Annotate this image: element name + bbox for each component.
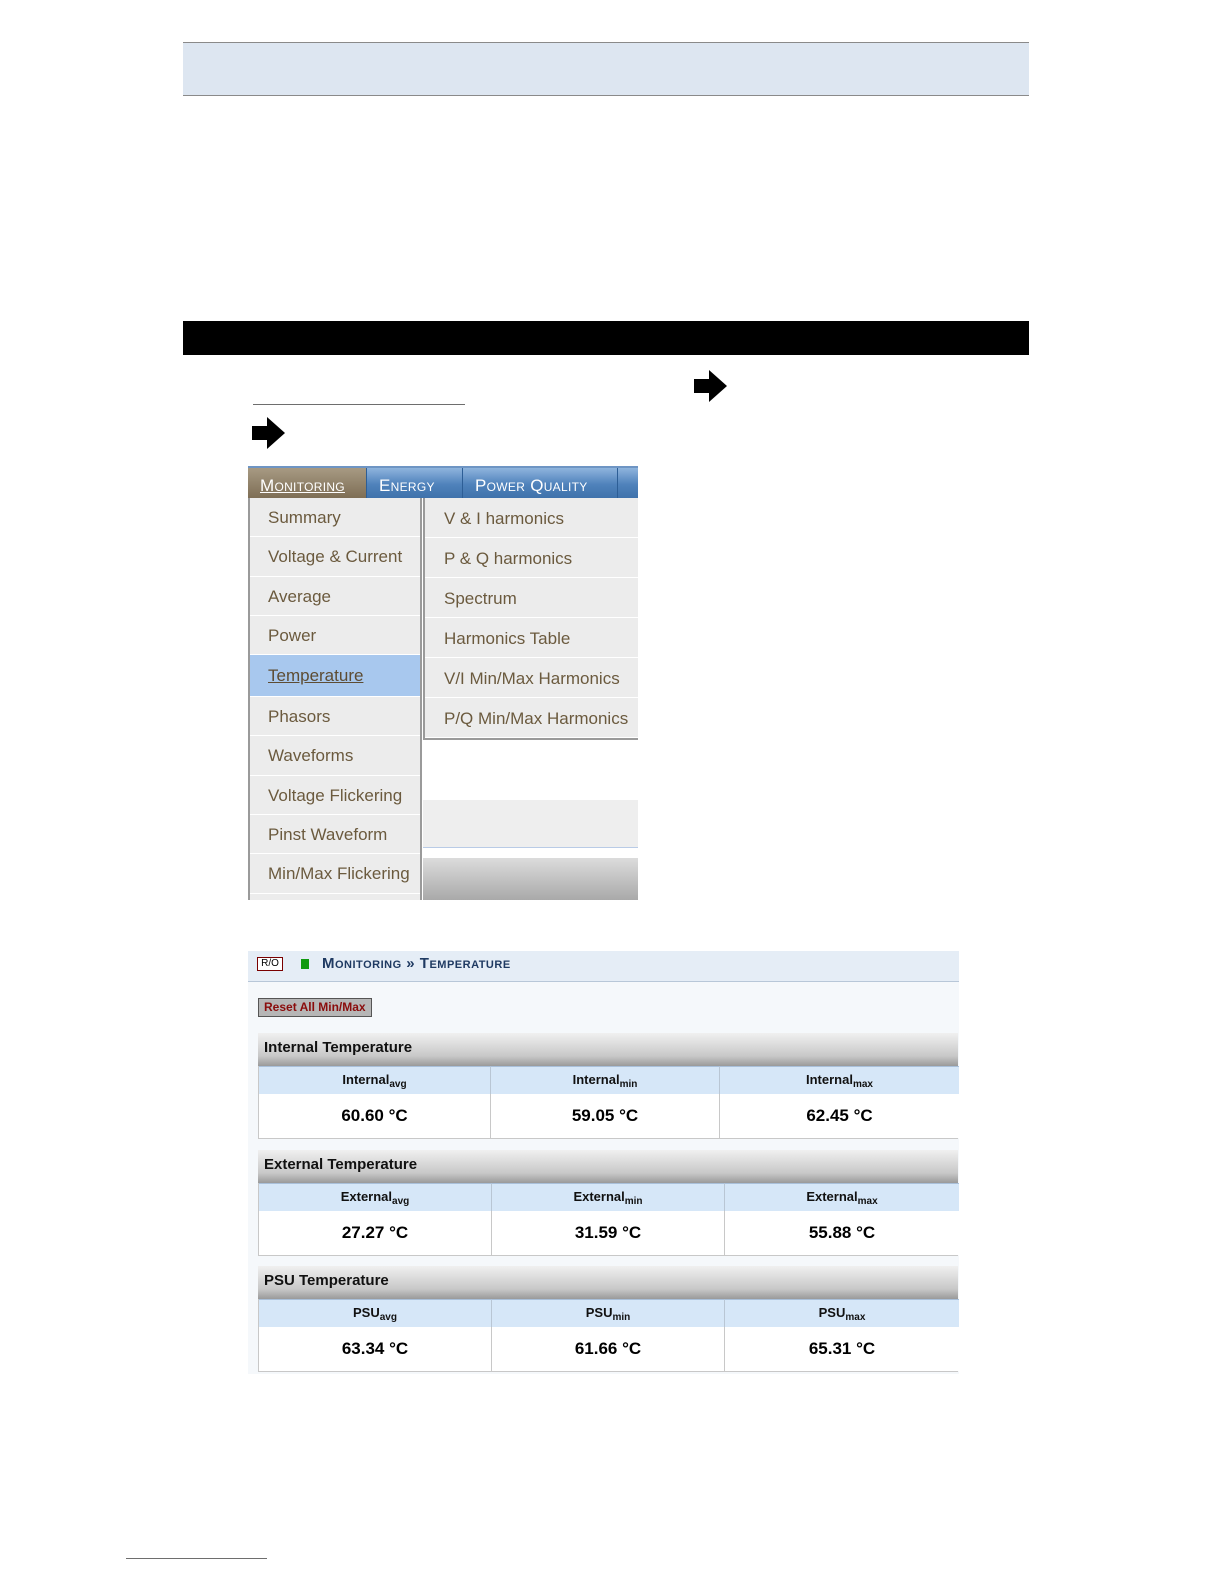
value-avg: 27.27 °C [259, 1211, 492, 1255]
column-header-min: $PSU_{min}$ [492, 1299, 725, 1327]
menu-item-voltage-current[interactable]: Voltage & Current [250, 537, 420, 576]
section-heading-bar [183, 321, 1029, 355]
value-min: 31.59 °C [492, 1211, 725, 1255]
column-header-max: Internal$_{max}$ [720, 1066, 959, 1094]
menu-screenshot [248, 466, 638, 900]
value-avg: 63.34 °C [259, 1327, 492, 1371]
submenu-item-pq-harmonics[interactable]: P & Q harmonics [425, 538, 638, 578]
background-panel [423, 858, 638, 900]
nav-tab-energy[interactable]: Energy [367, 468, 463, 498]
submenu-item-vi-minmax-harmonics[interactable]: V/I Min/Max Harmonics [425, 658, 638, 698]
value-min: 61.66 °C [492, 1327, 725, 1371]
reset-all-minmax-button[interactable]: Reset All Min/Max [258, 998, 372, 1017]
menu-item-temperature[interactable]: Temperature [250, 655, 420, 697]
hyperlink-underline[interactable] [253, 404, 465, 405]
column-header-max: External$_{max}$ [725, 1183, 959, 1211]
column-header-avg: Internal$_{avg}$ [259, 1066, 491, 1094]
external-temperature-section [258, 1150, 958, 1256]
value-min: 59.05 °C [491, 1094, 720, 1138]
footnote-rule [126, 1558, 267, 1559]
panel-header [248, 951, 959, 982]
section-title: External Temperature [258, 1150, 958, 1183]
menu-item-voltage-flickering[interactable]: Voltage Flickering [250, 776, 420, 815]
internal-temperature-section [258, 1033, 958, 1139]
psu-temperature-section [258, 1266, 958, 1372]
menu-item-summary[interactable]: Summary [250, 498, 420, 537]
column-header-avg: External$_{avg}$ [259, 1183, 492, 1211]
column-header-min: External$_{min}$ [492, 1183, 725, 1211]
value-max: 55.88 °C [725, 1211, 959, 1255]
arrow-right-icon [694, 370, 727, 402]
column-header-min: Internal$_{min}$ [491, 1066, 720, 1094]
menu-item-waveforms[interactable]: Waveforms [250, 736, 420, 775]
nav-tab-more[interactable] [618, 468, 638, 498]
background-panel [423, 800, 638, 848]
nav-tab-power-quality[interactable]: Power Quality [463, 468, 618, 498]
menu-item-power[interactable]: Power [250, 616, 420, 655]
column-header-avg: $PSU_{avg}$ [259, 1299, 492, 1327]
arrow-right-icon [252, 417, 285, 449]
menu-item-average[interactable]: Average [250, 577, 420, 616]
temperature-table [258, 1066, 958, 1139]
submenu-item-spectrum[interactable]: Spectrum [425, 578, 638, 618]
column-header-max: $PSU_{max}$ [725, 1299, 959, 1327]
menu-item-phasors[interactable]: Phasors [250, 697, 420, 736]
submenu-item-pq-minmax-harmonics[interactable]: P/Q Min/Max Harmonics [425, 698, 638, 738]
status-indicator-icon [301, 959, 309, 969]
value-max: 62.45 °C [720, 1094, 959, 1138]
temperature-table [258, 1299, 958, 1372]
temperature-panel [248, 951, 959, 1374]
value-max: 65.31 °C [725, 1327, 959, 1371]
section-title: PSU Temperature [258, 1266, 958, 1299]
submenu-item-vi-harmonics[interactable]: V & I harmonics [425, 498, 638, 538]
section-title: Internal Temperature [258, 1033, 958, 1066]
temperature-table [258, 1183, 958, 1256]
read-only-badge: R/O [257, 957, 283, 971]
nav-tab-monitoring[interactable]: Monitoring [248, 468, 367, 498]
header-band [183, 42, 1029, 96]
menu-item-pinst-waveform[interactable]: Pinst Waveform [250, 815, 420, 854]
submenu-item-harmonics-table[interactable]: Harmonics Table [425, 618, 638, 658]
harmonics-submenu [423, 498, 638, 740]
breadcrumb: Monitoring » Temperature [322, 955, 511, 972]
top-navigation-bar [248, 466, 638, 498]
value-avg: 60.60 °C [259, 1094, 491, 1138]
menu-item-minmax-flickering[interactable]: Min/Max Flickering [250, 854, 420, 893]
monitoring-menu [248, 498, 422, 900]
